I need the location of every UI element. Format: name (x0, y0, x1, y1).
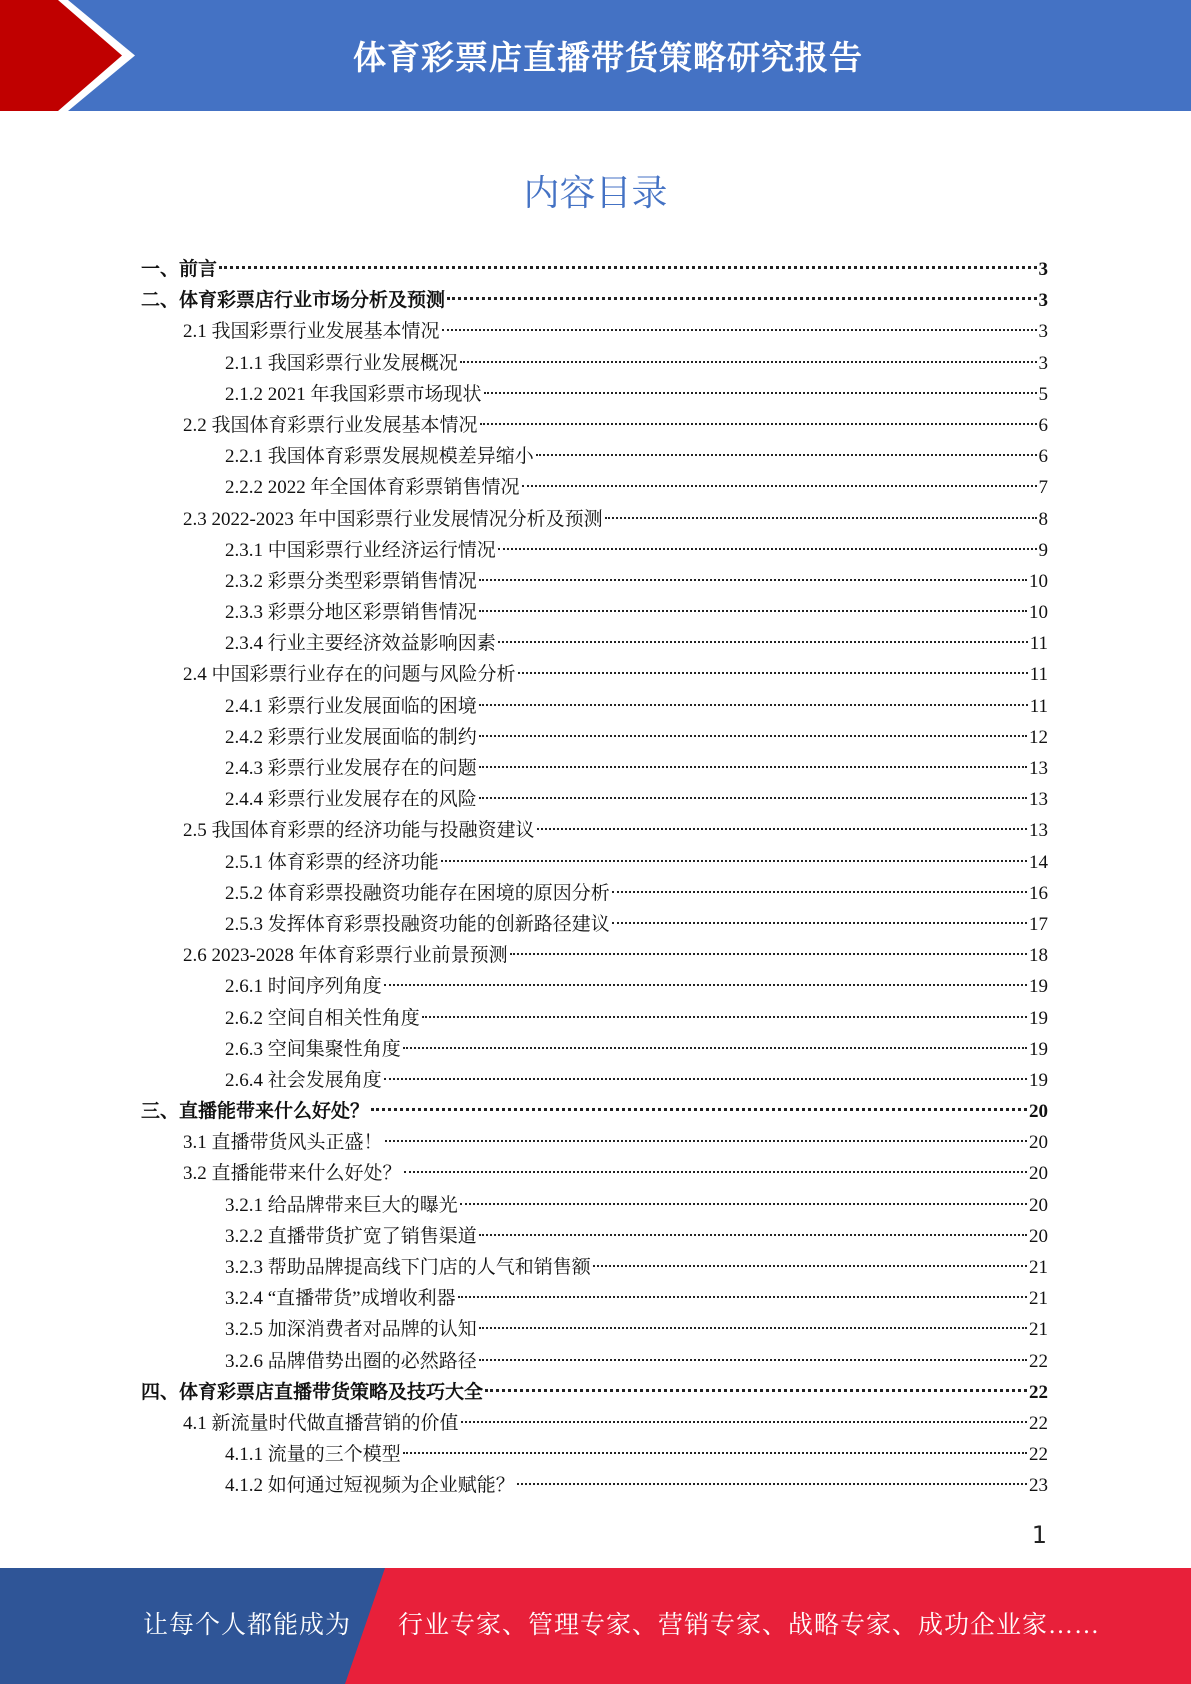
toc-leader-dots (605, 517, 1037, 519)
toc-entry-page: 20 (1029, 1225, 1048, 1247)
toc-entry-page: 10 (1029, 570, 1048, 592)
toc-entry-label: 2.6.3 空间集聚性角度 (225, 1038, 401, 1060)
toc-entry-label: 2.6.2 空间自相关性角度 (225, 1007, 420, 1029)
toc-leader-dots (479, 610, 1027, 612)
toc-entry-page: 20 (1029, 1132, 1048, 1154)
toc-leader-dots (498, 548, 1037, 550)
toc-entry-label: 4.1.1 流量的三个模型 (225, 1444, 401, 1466)
toc-entry[interactable] (141, 1283, 1048, 1314)
toc-entry-label: 2.3.2 彩票分类型彩票销售情况 (225, 570, 477, 592)
toc-leader-dots (403, 1047, 1027, 1049)
toc-entry[interactable] (141, 628, 1048, 659)
toc-entry-page: 14 (1029, 851, 1048, 873)
toc-leader-dots (536, 454, 1037, 456)
toc-leader-dots (593, 1265, 1027, 1267)
toc-leader-dots (498, 641, 1028, 643)
toc-entry[interactable] (141, 878, 1048, 909)
toc-entry-page: 12 (1029, 726, 1048, 748)
toc-entry-label: 四、体育彩票店直播带货策略及技巧大全 (141, 1381, 484, 1403)
toc-entry-page: 19 (1029, 976, 1048, 998)
toc-entry-page: 3 (1038, 321, 1048, 343)
toc-entry-page: 11 (1029, 664, 1048, 686)
toc-entry-page: 22 (1029, 1350, 1048, 1372)
toc-leader-dots (479, 1327, 1027, 1329)
toc-entry-label: 2.6.1 时间序列角度 (225, 976, 382, 998)
toc-leader-dots (371, 1108, 1027, 1111)
toc-entry-label: 4.1.2 如何通过短视频为企业赋能？ (225, 1475, 515, 1497)
toc-entry-page: 11 (1029, 695, 1048, 717)
toc-entry-label: 3.1 直播带货风头正盛！ (183, 1132, 383, 1154)
toc-entry-page: 23 (1029, 1475, 1048, 1497)
footer-slogan-left: 让每个人都能成为 (143, 1612, 352, 1639)
toc-leader-dots (458, 1296, 1027, 1298)
toc-entry-label: 2.1.1 我国彩票行业发展概况 (225, 352, 458, 374)
toc-entry[interactable] (141, 722, 1048, 753)
table-of-contents (141, 254, 1048, 1502)
toc-leader-dots (442, 329, 1037, 331)
toc-entry[interactable] (141, 1408, 1048, 1439)
toc-entry[interactable] (141, 504, 1048, 535)
toc-entry-page: 13 (1029, 789, 1048, 811)
toc-leader-dots (479, 797, 1027, 799)
toc-leader-dots (441, 860, 1027, 862)
toc-entry-page: 7 (1038, 477, 1048, 499)
toc-leader-dots (485, 1389, 1027, 1392)
toc-entry-page: 22 (1029, 1412, 1048, 1434)
toc-entry-page: 3 (1038, 259, 1048, 280)
toc-entry[interactable] (141, 316, 1048, 347)
toc-entry-page: 3 (1038, 290, 1048, 312)
toc-entry-page: 13 (1029, 820, 1048, 842)
toc-entry[interactable] (141, 1314, 1048, 1345)
toc-entry-page: 19 (1029, 1007, 1048, 1029)
toc-entry[interactable] (141, 940, 1048, 971)
toc-entry-label: 3.2.4 “直播带货”成增收利器 (225, 1288, 456, 1310)
toc-entry[interactable] (141, 1470, 1048, 1501)
toc-entry[interactable] (141, 410, 1048, 441)
toc-entry-page: 21 (1029, 1319, 1048, 1341)
toc-entry[interactable] (141, 1065, 1048, 1096)
toc-entry[interactable] (141, 348, 1048, 379)
toc-entry-label: 2.6.4 社会发展角度 (225, 1069, 382, 1091)
toc-entry-label: 2.4.4 彩票行业发展存在的风险 (225, 789, 477, 811)
toc-entry-label: 2.5.3 发挥体育彩票投融资功能的创新路径建议 (225, 913, 610, 935)
toc-entry-label: 一、前言 (141, 259, 218, 280)
toc-entry[interactable] (141, 441, 1048, 472)
toc-entry-label: 2.1.2 2021 年我国彩票市场现状 (225, 383, 482, 405)
toc-leader-dots (517, 1483, 1027, 1485)
toc-entry-label: 2.6 2023-2028 年体育彩票行业前景预测 (183, 945, 508, 967)
toc-entry-page: 22 (1029, 1444, 1048, 1466)
toc-entry-page: 13 (1029, 758, 1048, 779)
toc-leader-dots (479, 735, 1027, 737)
toc-leader-dots (384, 1078, 1027, 1080)
toc-entry-label: 3.2.6 品牌借势出圈的必然路径 (225, 1350, 477, 1372)
toc-entry-label: 2.1 我国彩票行业发展基本情况 (183, 321, 440, 343)
toc-entry-page: 20 (1029, 1101, 1048, 1123)
toc-entry-label: 2.5.2 体育彩票投融资功能存在困境的原因分析 (225, 882, 610, 904)
toc-entry-page: 20 (1029, 1163, 1048, 1185)
toc-entry[interactable] (141, 1158, 1048, 1189)
toc-leader-dots (461, 1421, 1027, 1423)
toc-entry-page: 5 (1038, 383, 1048, 405)
toc-entry[interactable] (141, 1252, 1048, 1283)
toc-leader-dots (612, 922, 1027, 924)
toc-entry-label: 3.2.3 帮助品牌提高线下门店的人气和销售额 (225, 1257, 591, 1278)
toc-entry-label: 2.3.3 彩票分地区彩票销售情况 (225, 602, 477, 624)
toc-entry-page: 22 (1029, 1381, 1048, 1403)
toc-leader-dots (422, 1016, 1027, 1018)
toc-entry-label: 2.4.1 彩票行业发展面临的困境 (225, 695, 477, 717)
toc-leader-dots (510, 953, 1027, 955)
toc-entry-page: 8 (1038, 508, 1048, 530)
toc-entry-page: 21 (1029, 1288, 1048, 1310)
toc-entry[interactable] (141, 784, 1048, 815)
toc-leader-dots (522, 485, 1037, 487)
toc-entry-label: 3.2.2 直播带货扩宽了销售渠道 (225, 1225, 477, 1247)
toc-leader-dots (479, 579, 1027, 581)
toc-heading: 内容目录 (523, 173, 668, 214)
toc-entry[interactable] (141, 1377, 1048, 1408)
toc-entry-label: 2.3 2022-2023 年中国彩票行业发展情况分析及预测 (183, 508, 603, 530)
toc-leader-dots (219, 266, 1036, 269)
toc-leader-dots (537, 828, 1027, 830)
toc-entry-label: 2.4 中国彩票行业存在的问题与风险分析 (183, 664, 516, 686)
toc-entry[interactable] (141, 1096, 1048, 1127)
toc-entry-page: 10 (1029, 602, 1048, 624)
toc-leader-dots (460, 361, 1037, 363)
toc-entry[interactable] (141, 753, 1048, 784)
toc-entry[interactable] (141, 691, 1048, 722)
toc-entry-page: 19 (1029, 1038, 1048, 1060)
toc-leader-dots (385, 1140, 1027, 1142)
toc-entry-label: 2.2.2 2022 年全国体育彩票销售情况 (225, 477, 520, 499)
toc-entry[interactable] (141, 1034, 1048, 1065)
toc-entry-page: 19 (1029, 1069, 1048, 1091)
toc-entry[interactable] (141, 1127, 1048, 1158)
toc-entry-label: 2.5.1 体育彩票的经济功能 (225, 851, 439, 873)
footer-slogan-right: 行业专家、管理专家、营销专家、战略专家、成功企业家…… (398, 1612, 1101, 1639)
toc-entry[interactable] (141, 815, 1048, 846)
toc-entry-label: 2.5 我国体育彩票的经济功能与投融资建议 (183, 820, 535, 842)
toc-entry-page: 11 (1029, 633, 1048, 655)
toc-entry-label: 3.2.5 加深消费者对品牌的认知 (225, 1319, 477, 1341)
toc-leader-dots (404, 1171, 1027, 1173)
toc-entry-label: 2.3.1 中国彩票行业经济运行情况 (225, 539, 496, 561)
toc-entry-label: 2.4.2 彩票行业发展面临的制约 (225, 726, 477, 748)
toc-entry[interactable] (141, 472, 1048, 503)
toc-entry-label: 2.4.3 彩票行业发展存在的问题 (225, 758, 477, 779)
toc-leader-dots (384, 984, 1027, 986)
toc-entry[interactable] (141, 909, 1048, 940)
toc-leader-dots (479, 704, 1028, 706)
toc-entry-page: 6 (1038, 446, 1048, 468)
toc-entry[interactable] (141, 285, 1048, 316)
toc-entry[interactable] (141, 659, 1048, 690)
toc-entry[interactable] (141, 1190, 1048, 1221)
toc-entry-page: 16 (1029, 882, 1048, 904)
toc-entry[interactable] (141, 971, 1048, 1002)
toc-entry-label: 2.2.1 我国体育彩票发展规模差异缩小 (225, 446, 534, 468)
toc-entry-page: 6 (1038, 414, 1048, 436)
toc-entry-page: 9 (1038, 539, 1048, 561)
toc-leader-dots (612, 891, 1027, 893)
toc-entry-page: 17 (1029, 913, 1048, 935)
toc-entry[interactable] (141, 379, 1048, 410)
toc-leader-dots (479, 766, 1027, 768)
toc-leader-dots (460, 1203, 1027, 1205)
toc-entry[interactable] (141, 1221, 1048, 1252)
toc-entry-page: 18 (1029, 945, 1048, 967)
footer-banner (0, 1568, 1191, 1684)
toc-entry-page: 21 (1029, 1257, 1048, 1278)
toc-entry-label: 3.2 直播能带来什么好处？ (183, 1163, 402, 1185)
toc-entry-label: 4.1 新流量时代做直播营销的价值 (183, 1412, 459, 1434)
toc-leader-dots (403, 1452, 1027, 1454)
toc-leader-dots (518, 672, 1028, 674)
toc-entry-page: 3 (1038, 352, 1048, 374)
toc-entry[interactable] (141, 1346, 1048, 1377)
document-title: 体育彩票店直播带货策略研究报告 (353, 38, 863, 77)
toc-entry[interactable] (141, 566, 1048, 597)
toc-entry-page: 20 (1029, 1194, 1048, 1216)
toc-leader-dots (479, 1359, 1027, 1361)
toc-entry[interactable] (141, 1003, 1048, 1034)
toc-entry-label: 二、体育彩票店行业市场分析及预测 (141, 290, 446, 312)
toc-entry-label: 2.3.4 行业主要经济效益影响因素 (225, 633, 496, 655)
page-number: 1 (1031, 1521, 1047, 1549)
toc-entry[interactable] (141, 535, 1048, 566)
toc-entry[interactable] (141, 597, 1048, 628)
toc-leader-dots (480, 423, 1037, 425)
toc-entry[interactable] (141, 1439, 1048, 1470)
toc-leader-dots (479, 1234, 1027, 1236)
toc-leader-dots (447, 297, 1036, 300)
toc-entry[interactable] (141, 847, 1048, 878)
toc-entry-label: 3.2.1 给品牌带来巨大的曝光 (225, 1194, 458, 1216)
toc-leader-dots (484, 392, 1037, 394)
toc-entry-label: 2.2 我国体育彩票行业发展基本情况 (183, 414, 478, 436)
toc-entry-label: 三、直播能带来什么好处？ (141, 1101, 370, 1123)
toc-entry[interactable] (141, 254, 1048, 285)
